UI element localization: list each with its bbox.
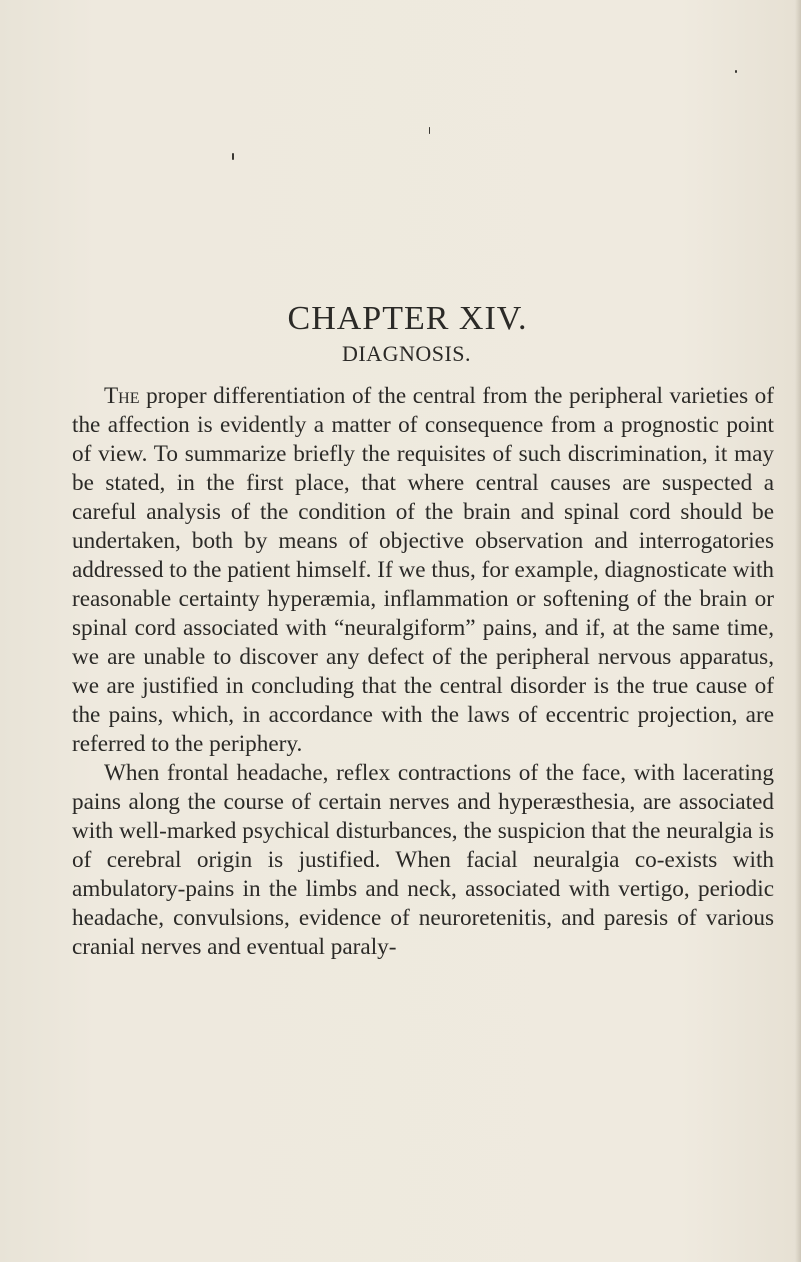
chapter-body-text: [72, 382, 774, 962]
paragraph-2: [72, 759, 774, 962]
print-speck: [429, 127, 430, 134]
section-heading: DIAGNOSIS.: [341, 341, 472, 366]
page-edge-shadow: [795, 0, 801, 1262]
paragraph-1-text: proper differentiation of the central from the peripheral varieties of the affection is evidently a matter of consequence from a prognostic point of view. To summarize briefly the requisites of such discrimination, it may be stated, in the first place, that where central causes are suspected a careful analysis of the condition of the brain and spinal cord should be undertaken, both by means of objective observation and interrogatories addressed to the patient himself. If we thus, for example, diagnosticate with reasonable certainty hyperæmia, inflammation or softening of the brain or spinal cord associated with “neuralgiform” pains, and if, at the same time, we are unable to discover any defect of the peripheral nervous apparatus, we are justified in concluding that the central disorder is the true cause of the pains, which, in accordance with the laws of eccentric projection, are referred to the periphery.: [72, 383, 774, 757]
paragraph-2-text: When frontal headache, reflex contractions of the face, with lacerating pains along the course of certain nerves and hyperæsthesia, are associated with well-marked psychical disturbances, the suspicion that the neuralgia is of cerebral origin is justified. When facial neuralgia co-exists with ambulatory-pains in the limbs and neck, associated with vertigo, periodic headache, convulsions, evidence of neuroretenitis, and paresis of various cranial nerves and eventual paraly-: [72, 760, 774, 960]
chapter-heading: CHAPTER XIV.: [287, 300, 528, 337]
print-speck: [735, 70, 737, 73]
print-speck: [232, 153, 234, 160]
paragraph-1: [72, 382, 774, 759]
paragraph-1-lead-word: The: [104, 383, 140, 409]
